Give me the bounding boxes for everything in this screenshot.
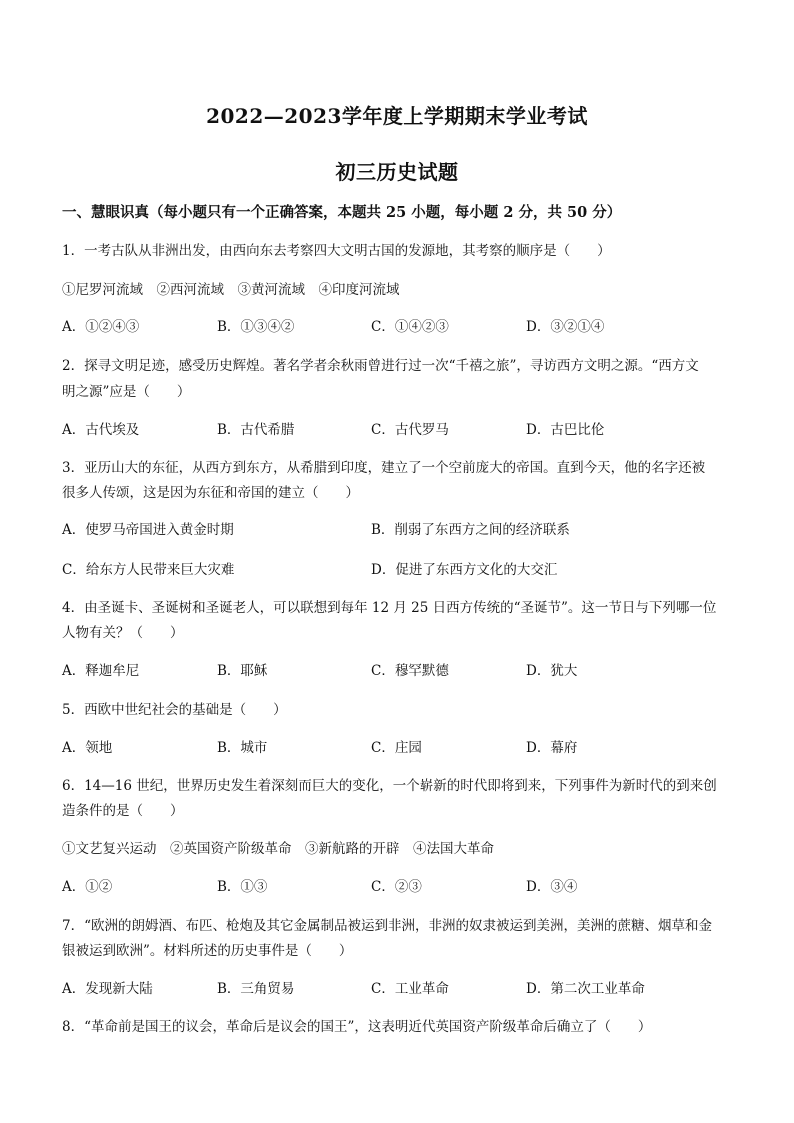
question-5-option-b[interactable]: B．城市	[217, 740, 268, 756]
question-4-stem-line-1: 4．由圣诞卡、圣诞树和圣诞老人，可以联想到每年 12 月 25 日西方传统的“圣诞节”。这一节日与下列哪一位	[62, 600, 717, 616]
question-2-stem-line-2: 明之源”应是（ ）	[62, 384, 191, 400]
question-3-options-row-2	[62, 558, 742, 578]
exam-subtitle: 初三历史试题	[335, 160, 459, 184]
question-1-choices-list: ①尼罗河流域 ②西河流域 ③黄河流域 ④印度河流域	[62, 282, 400, 298]
question-2-option-b[interactable]: B．古代希腊	[217, 422, 295, 438]
question-7-stem-line-2: 银被运到欧洲”。材料所述的历史事件是（ ）	[62, 943, 353, 959]
question-3-stem-line-2: 很多人传颂，这是因为东征和帝国的建立（ ）	[62, 485, 359, 501]
question-4-option-c[interactable]: C．穆罕默德	[371, 663, 449, 679]
exam-title: 2022—2023学年度上学期期末学业考试	[206, 104, 588, 128]
question-4-option-a[interactable]: A．释迦牟尼	[62, 663, 140, 679]
question-7-stem-line-1: 7．“欧洲的朗姆酒、布匹、枪炮及其它金属制品被运到非洲，非洲的奴隶被运到美洲，美洲的蔗糖、烟草和金	[62, 918, 712, 934]
question-7-option-a[interactable]: A．发现新大陆	[62, 981, 153, 997]
question-5-option-c[interactable]: C．庄园	[371, 740, 422, 756]
section-heading: 一、慧眼识真（每小题只有一个正确答案，本题共 25 小题，每小题 2 分，共 50 分）	[62, 204, 622, 221]
question-3-option-a[interactable]: A．使罗马帝国进入黄金时期	[62, 522, 234, 538]
question-4-stem-line-2: 人物有关？（ ）	[62, 625, 184, 641]
question-2-option-d[interactable]: D．古巴比伦	[526, 422, 605, 438]
question-3-option-b[interactable]: B．削弱了东西方之间的经济联系	[371, 522, 570, 538]
question-2-stem-line-1: 2．探寻文明足迹，感受历史辉煌。著名学者余秋雨曾进行过一次“千禧之旅”，寻访西方文明之源。“西方文	[62, 358, 699, 374]
question-6-option-b[interactable]: B．①③	[217, 879, 268, 895]
question-6-stem-line-2: 造条件的是（ ）	[62, 803, 184, 819]
question-6-option-a[interactable]: A．①②	[62, 879, 113, 895]
question-5-options	[62, 736, 742, 756]
question-3-option-c[interactable]: C．给东方人民带来巨大灾难	[62, 562, 235, 578]
question-6-option-c[interactable]: C．②③	[371, 879, 422, 895]
question-8-stem: 8．“革命前是国王的议会，革命后是议会的国王”，这表明近代英国资产阶级革命后确立了（ ）	[62, 1019, 652, 1035]
question-6-stem-line-1: 6．14—16 世纪，世界历史发生着深刻而巨大的变化，一个崭新的时代即将到来，下列事件为新时代的到来创	[62, 778, 717, 794]
question-5-option-d[interactable]: D．幕府	[526, 740, 578, 756]
question-5-option-a[interactable]: A．领地	[62, 740, 113, 756]
question-7-option-d[interactable]: D．第二次工业革命	[526, 981, 645, 997]
question-7-option-c[interactable]: C．工业革命	[371, 981, 449, 997]
question-1-option-c[interactable]: C．①④②③	[371, 319, 449, 335]
question-6-options	[62, 875, 742, 895]
question-2-option-c[interactable]: C．古代罗马	[371, 422, 449, 438]
question-4-option-b[interactable]: B．耶稣	[217, 663, 268, 679]
question-1-stem: 1．一考古队从非洲出发，由西向东去考察四大文明古国的发源地，其考察的顺序是（ ）	[62, 243, 611, 259]
question-7-options	[62, 977, 742, 997]
question-2-options	[62, 418, 742, 438]
question-6-choices-list: ①文艺复兴运动 ②英国资产阶级革命 ③新航路的开辟 ④法国大革命	[62, 841, 494, 857]
question-6-option-d[interactable]: D．③④	[526, 879, 578, 895]
question-2-option-a[interactable]: A．古代埃及	[62, 422, 140, 438]
question-5-stem: 5．西欧中世纪社会的基础是（ ）	[62, 702, 287, 718]
question-1-options	[62, 315, 742, 335]
question-3-options-row-1	[62, 518, 742, 538]
question-7-option-b[interactable]: B．三角贸易	[217, 981, 295, 997]
question-3-stem-line-1: 3．亚历山大的东征，从西方到东方，从希腊到印度，建立了一个空前庞大的帝国。直到今天，他的名字还被	[62, 460, 706, 476]
question-1-option-a[interactable]: A．①②④③	[62, 319, 140, 335]
question-1-option-d[interactable]: D．③②①④	[526, 319, 605, 335]
question-4-option-d[interactable]: D．犹大	[526, 663, 578, 679]
question-3-option-d[interactable]: D．促进了东西方文化的大交汇	[371, 562, 558, 578]
question-1-option-b[interactable]: B．①③④②	[217, 319, 295, 335]
question-4-options	[62, 659, 742, 679]
